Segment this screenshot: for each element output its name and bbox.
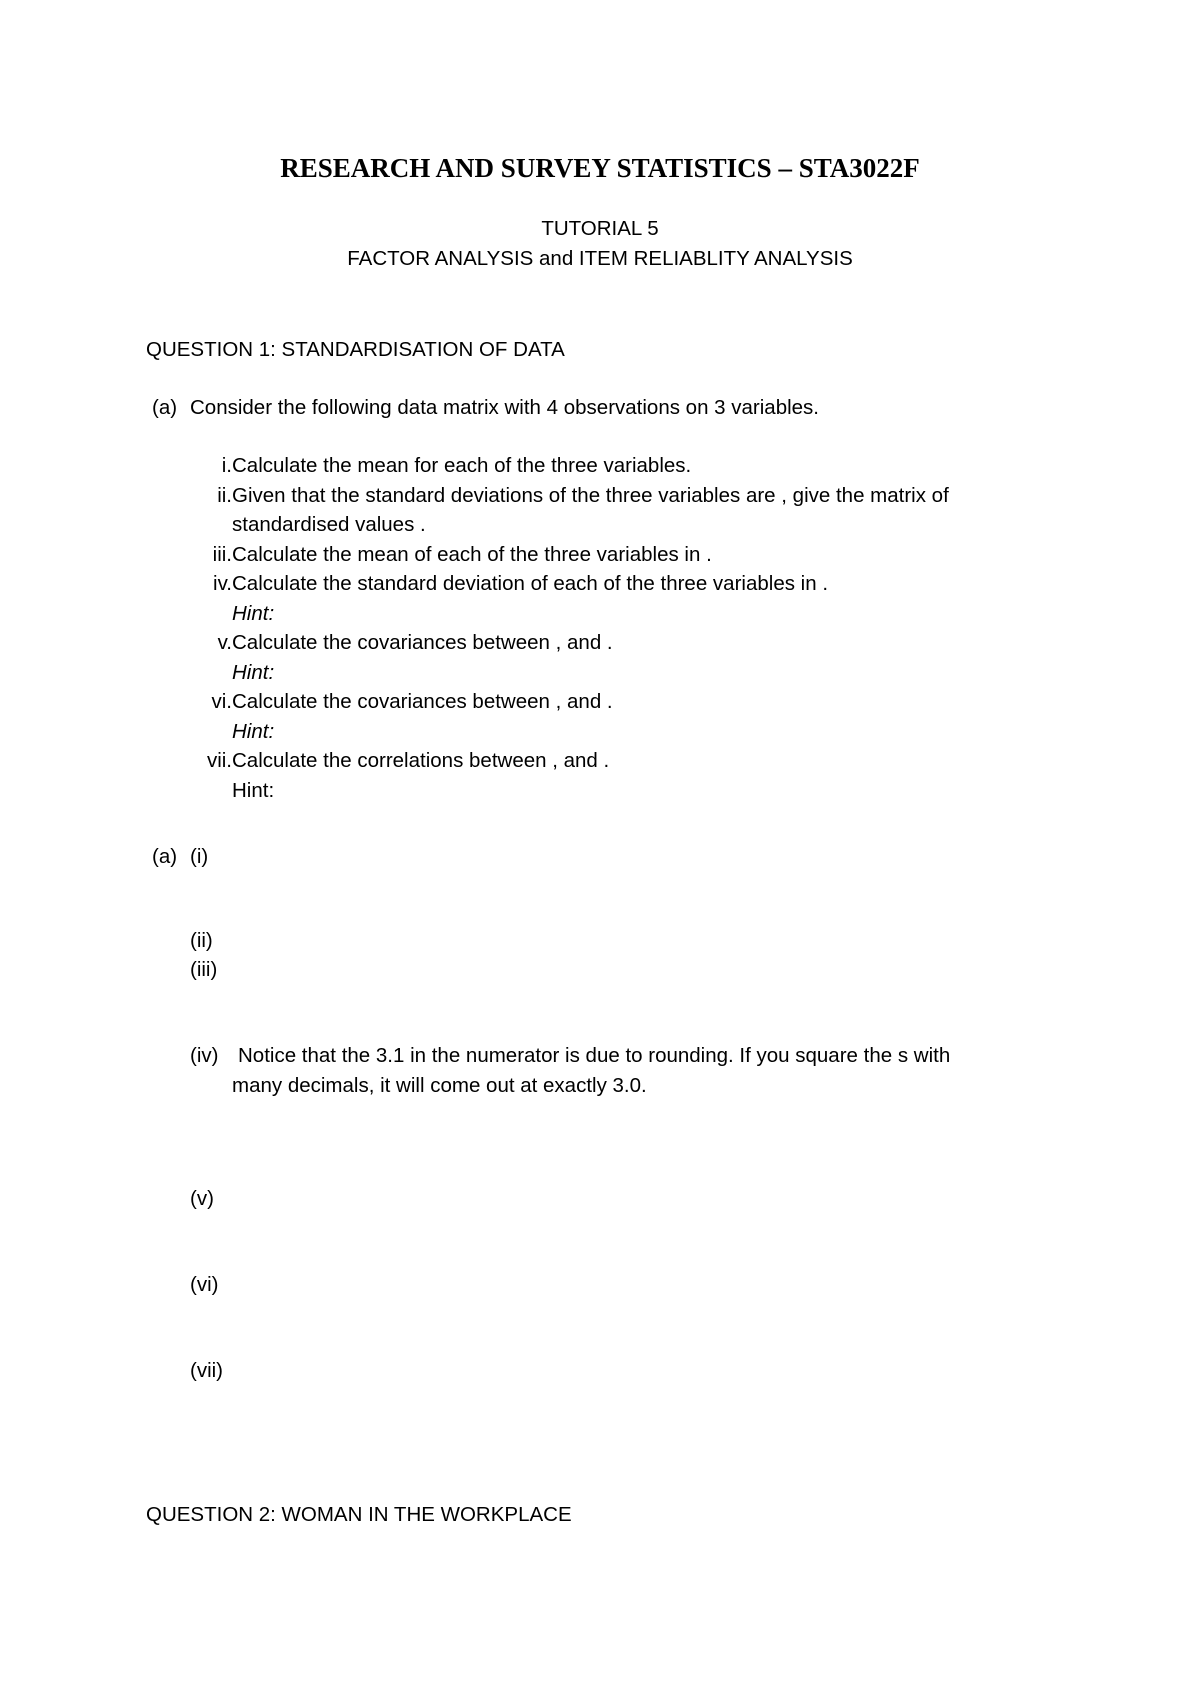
list-item bbox=[0, 599, 1200, 629]
list-item bbox=[0, 776, 1200, 806]
list-item bbox=[0, 451, 1200, 481]
list-item bbox=[0, 658, 1200, 688]
list-item bbox=[0, 481, 1200, 511]
item-number: iii. bbox=[212, 542, 232, 566]
hint-label: Hint: bbox=[232, 778, 275, 802]
list-item bbox=[0, 687, 1200, 717]
item-text: Calculate the correlations between , and . bbox=[232, 749, 610, 772]
list-item bbox=[0, 540, 1200, 570]
item-text: Given that the standard deviations of the three variables are , give the matrix of bbox=[232, 483, 949, 507]
hint-label: Hint: bbox=[232, 601, 275, 625]
item-number: vi. bbox=[211, 690, 232, 713]
item-text: Calculate the mean of each of the three variables in . bbox=[232, 542, 712, 566]
hint-label: Hint: bbox=[232, 660, 275, 684]
answer-v-label: (v) bbox=[190, 1187, 214, 1210]
question-1-item-list bbox=[0, 451, 1200, 805]
list-item bbox=[0, 569, 1200, 599]
answer-iv-note: Notice that the 3.1 in the numerator is due to rounding. If you square the s with bbox=[238, 1044, 951, 1067]
answer-iv-label: (iv) bbox=[190, 1044, 219, 1067]
item-number: ii. bbox=[217, 483, 232, 507]
answer-ii-label: (ii) bbox=[190, 929, 213, 952]
list-item bbox=[0, 510, 1200, 540]
item-number: vii. bbox=[206, 749, 232, 772]
answer-a-label: (a) bbox=[152, 845, 178, 868]
hint-label: Hint: bbox=[232, 719, 275, 743]
item-text: Calculate the mean for each of the three variables. bbox=[232, 454, 692, 477]
answer-vii-label: (vii) bbox=[190, 1359, 224, 1382]
list-item bbox=[0, 628, 1200, 658]
answer-iv-note-continued: many decimals, it will come out at exactly 3.0. bbox=[232, 1074, 647, 1097]
item-number: v. bbox=[217, 631, 232, 654]
page-title: RESEARCH AND SURVEY STATISTICS – STA3022F bbox=[280, 153, 920, 183]
item-number: i. bbox=[221, 454, 232, 477]
answer-iii-label: (iii) bbox=[190, 958, 218, 981]
list-item bbox=[0, 717, 1200, 747]
answer-vi-label: (vi) bbox=[190, 1273, 219, 1296]
question-1-heading: QUESTION 1: STANDARDISATION OF DATA bbox=[146, 338, 565, 361]
list-item bbox=[0, 746, 1200, 776]
tutorial-label: TUTORIAL 5 bbox=[541, 217, 659, 240]
item-text: standardised values . bbox=[232, 513, 426, 536]
item-text: Calculate the covariances between , and . bbox=[232, 631, 613, 654]
answer-i-label: (i) bbox=[190, 845, 209, 868]
item-text: Calculate the standard deviation of each of the three variables in . bbox=[232, 572, 829, 595]
part-a-label: (a) bbox=[152, 396, 178, 419]
question-2-heading: QUESTION 2: WOMAN IN THE WORKPLACE bbox=[146, 1503, 572, 1526]
tutorial-subtitle: FACTOR ANALYSIS and ITEM RELIABLITY ANALYSIS bbox=[347, 247, 853, 270]
item-text: Calculate the covariances between , and . bbox=[232, 690, 613, 713]
item-number: iv. bbox=[213, 572, 232, 595]
part-a-text: Consider the following data matrix with 4 observations on 3 variables. bbox=[190, 396, 819, 419]
